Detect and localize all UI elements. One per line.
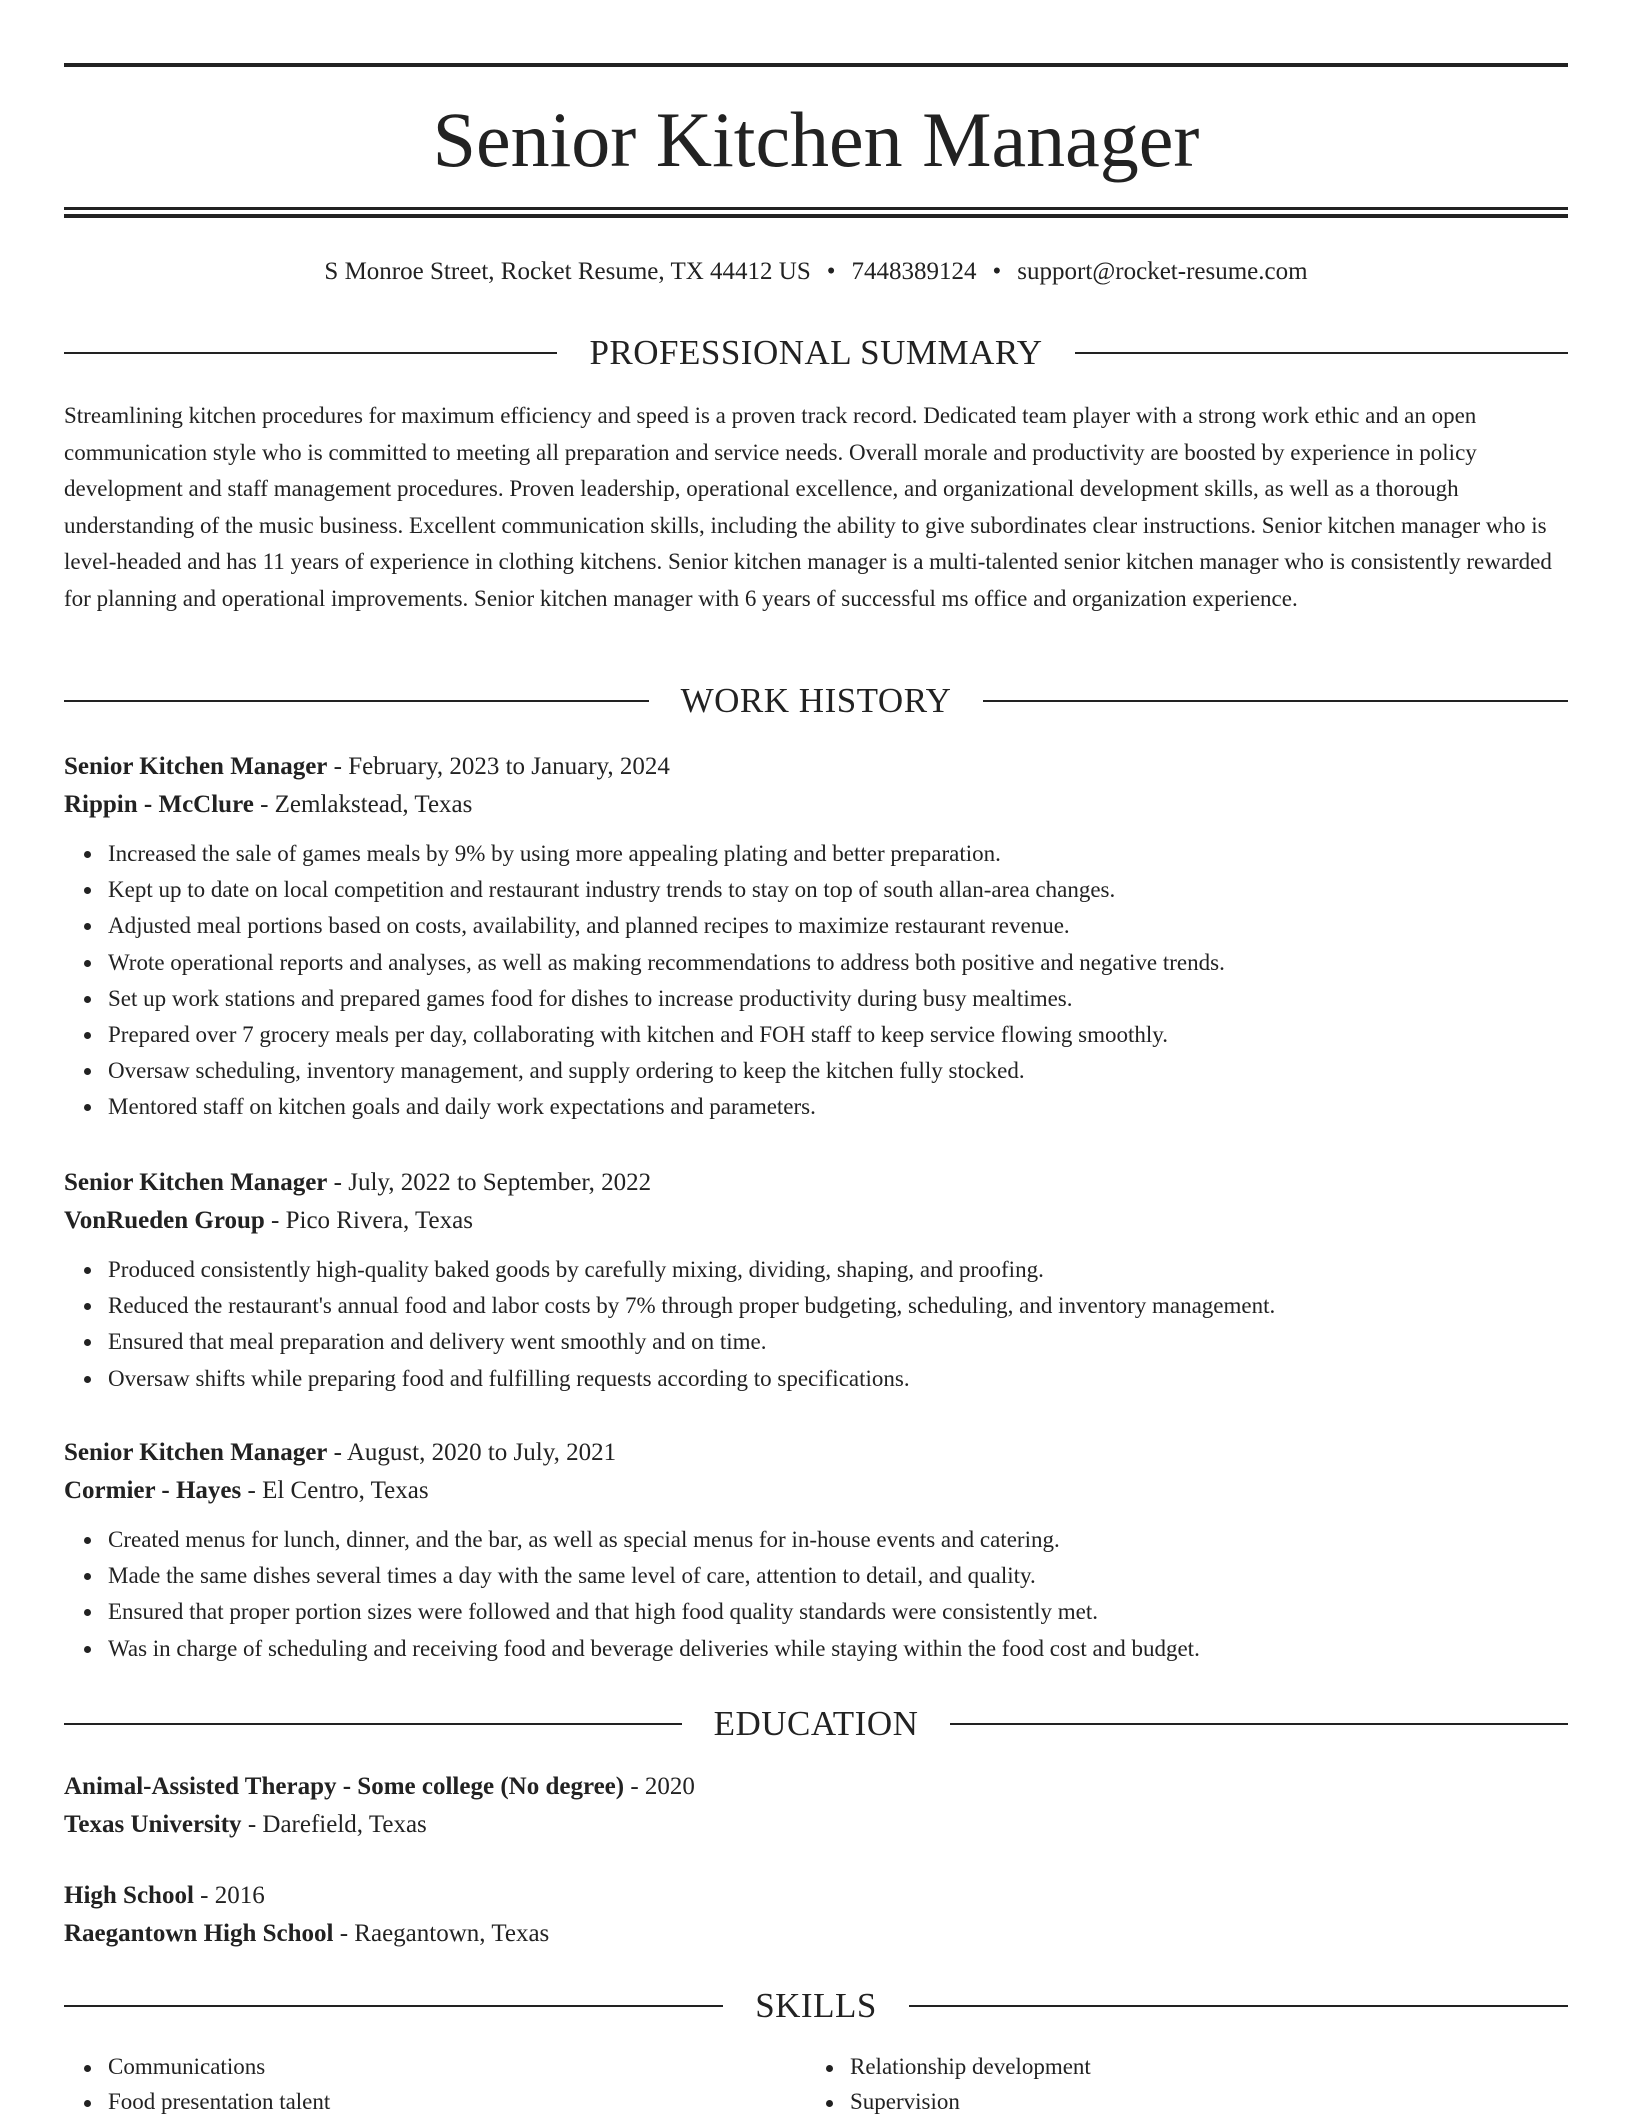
contact-phone: 7448389124 <box>852 258 977 285</box>
section-header-skills <box>64 1986 1568 2026</box>
section-title: SKILLS <box>723 1986 909 2026</box>
job-entry <box>64 748 1568 1126</box>
summary-paragraph: Streamlining kitchen procedures for maximum efficiency and speed is a proven track record. Dedicated team player with a strong work ethic and an open communication style who is committed to meeting all preparation and service needs. Overall morale and productivity are boosted by experience in policy development and staff management procedures. Proven leadership, operational excellence, and organizational development skills, as well as a thorough understanding of the music business. Excellent communication skills, including the ability to give subordinates clear instructions. Senior kitchen manager who is level-headed and has 11 years of experience in clothing kitchens. Senior kitchen manager is a multi-talented senior kitchen manager who is consistently rewarded for planning and operational improvements. Senior kitchen manager with 6 years of successful ms office and organization experience. <box>64 398 1568 617</box>
list-item: Wrote operational reports and analyses, as well as making recommendations to address both positive and negative trends. <box>108 945 1568 981</box>
list-item: Kept up to date on local competition and restaurant industry trends to stay on top of south allan-area changes. <box>108 872 1568 908</box>
section-rule <box>64 1723 682 1725</box>
job-company: VonRueden Group <box>64 1207 265 1234</box>
list-item: Set up work stations and prepared games food for dishes to increase productivity during busy mealtimes. <box>108 981 1568 1017</box>
job-title: Senior Kitchen Manager <box>64 753 327 780</box>
education-year: - 2020 <box>624 1773 695 1800</box>
job-location: - El Centro, Texas <box>241 1477 428 1504</box>
section-header-work-history <box>64 681 1568 721</box>
education-school: Raegantown High School <box>64 1920 333 1947</box>
education-degree-line <box>64 1768 1568 1806</box>
header-rule-top <box>64 207 1568 210</box>
job-bullets <box>64 836 1568 1126</box>
list-item: Ensured that proper portion sizes were followed and that high food quality standards were consistently met. <box>108 1594 1568 1630</box>
job-dates: - August, 2020 to July, 2021 <box>327 1439 616 1466</box>
section-rule <box>1075 352 1568 354</box>
list-item: Oversaw shifts while preparing food and fulfilling requests according to specifications. <box>108 1361 1568 1397</box>
job-dates: - July, 2022 to September, 2022 <box>327 1169 651 1196</box>
skill-item: Communications <box>108 2050 806 2085</box>
list-item: Mentored staff on kitchen goals and daily work expectations and parameters. <box>108 1089 1568 1125</box>
education-degree: High School <box>64 1882 194 1909</box>
section-rule <box>983 700 1568 702</box>
job-company-line <box>64 1472 1568 1510</box>
contact-line <box>64 254 1568 290</box>
job-title: Senior Kitchen Manager <box>64 1169 327 1196</box>
skill-item: Supervision <box>850 2085 1548 2119</box>
skills-column-right <box>806 2050 1548 2119</box>
job-location: - Pico Rivera, Texas <box>265 1207 473 1234</box>
job-bullets <box>64 1522 1568 1667</box>
list-item: Produced consistently high-quality baked goods by carefully mixing, dividing, shaping, and proofing. <box>108 1252 1568 1288</box>
skill-item: Relationship development <box>850 2050 1548 2085</box>
top-rule <box>64 63 1568 67</box>
education-school: Texas University <box>64 1811 242 1838</box>
contact-separator: • <box>827 254 836 290</box>
list-item: Created menus for lunch, dinner, and the bar, as well as special menus for in-house events and catering. <box>108 1522 1568 1558</box>
job-company-line <box>64 1202 1568 1240</box>
education-degree-line <box>64 1877 1568 1915</box>
section-title: PROFESSIONAL SUMMARY <box>557 333 1074 373</box>
section-header-summary <box>64 333 1568 373</box>
section-title: EDUCATION <box>682 1704 951 1744</box>
skill-item: Food presentation talent <box>108 2085 806 2119</box>
section-header-education <box>64 1704 1568 1744</box>
skills-list <box>64 2050 1568 2119</box>
job-dates: - February, 2023 to January, 2024 <box>327 753 670 780</box>
education-degree: Animal-Assisted Therapy - Some college (No degree) <box>64 1773 624 1800</box>
job-bullets <box>64 1252 1568 1397</box>
skills-column-left <box>64 2050 806 2119</box>
section-rule <box>950 1723 1568 1725</box>
list-item: Adjusted meal portions based on costs, availability, and planned recipes to maximize restaurant revenue. <box>108 908 1568 944</box>
contact-email: support@rocket-resume.com <box>1017 258 1307 285</box>
education-location: - Raegantown, Texas <box>333 1920 549 1947</box>
list-item: Reduced the restaurant's annual food and labor costs by 7% through proper budgeting, scheduling, and inventory management. <box>108 1288 1568 1324</box>
list-item: Was in charge of scheduling and receiving food and beverage deliveries while staying within the food cost and budget. <box>108 1631 1568 1667</box>
job-entry <box>64 1164 1568 1397</box>
job-entry <box>64 1434 1568 1667</box>
header-rule-bottom <box>64 214 1568 218</box>
education-entry <box>64 1877 1568 1953</box>
list-item: Increased the sale of games meals by 9% by using more appealing plating and better preparation. <box>108 836 1568 872</box>
job-location: - Zemlakstead, Texas <box>254 791 473 818</box>
job-company: Cormier - Hayes <box>64 1477 241 1504</box>
education-entry <box>64 1768 1568 1844</box>
job-company: Rippin - McClure <box>64 791 254 818</box>
list-item: Prepared over 7 grocery meals per day, collaborating with kitchen and FOH staff to keep service flowing smoothly. <box>108 1017 1568 1053</box>
section-rule <box>64 700 649 702</box>
section-rule <box>64 352 557 354</box>
education-school-line <box>64 1806 1568 1844</box>
section-title: WORK HISTORY <box>649 681 984 721</box>
list-item: Oversaw scheduling, inventory management, and supply ordering to keep the kitchen fully stocked. <box>108 1053 1568 1089</box>
job-title-line <box>64 1164 1568 1202</box>
education-school-line <box>64 1915 1568 1953</box>
contact-separator: • <box>993 254 1002 290</box>
section-rule <box>909 2005 1568 2007</box>
section-rule <box>64 2005 723 2007</box>
job-title-line <box>64 1434 1568 1472</box>
resume-name: Senior Kitchen Manager <box>64 92 1568 188</box>
job-title: Senior Kitchen Manager <box>64 1439 327 1466</box>
education-year: - 2016 <box>194 1882 265 1909</box>
job-title-line <box>64 748 1568 786</box>
list-item: Ensured that meal preparation and delivery went smoothly and on time. <box>108 1324 1568 1360</box>
list-item: Made the same dishes several times a day with the same level of care, attention to detail, and quality. <box>108 1558 1568 1594</box>
job-company-line <box>64 786 1568 824</box>
education-location: - Darefield, Texas <box>242 1811 427 1838</box>
contact-address: S Monroe Street, Rocket Resume, TX 44412 US <box>324 258 810 285</box>
